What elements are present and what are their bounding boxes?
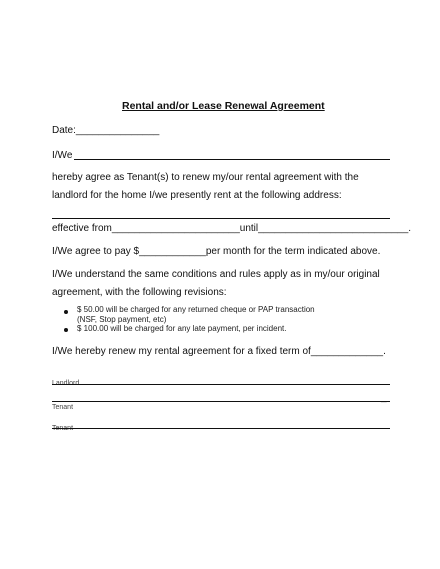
dash-mark: _ (381, 392, 387, 403)
landlord-address-text: landlord for the home I/we presently rent at the following address: (52, 190, 342, 201)
tenant-signature-label-2: Tenant (52, 425, 74, 432)
revision-item-1-line2: (NSF, Stop payment, etc) (77, 315, 167, 324)
address-line[interactable] (52, 218, 390, 219)
revision-item-1-line1: $ 50.00 will be charged for any returned cheque or PAP transaction (77, 305, 315, 314)
tenant-signature-label-1: Tenant (52, 404, 74, 411)
revision-item-2: $ 100.00 will be charged for any late payment, per incident. (77, 324, 287, 333)
effective-dates-field[interactable]: effective from_______________________until___________________________. (52, 223, 412, 234)
date-field[interactable]: Date:_______________ (52, 125, 160, 136)
tenant-signature-line-2[interactable] (52, 428, 390, 429)
bullet-point (64, 310, 68, 314)
tenant-signature-line-1[interactable] (52, 401, 390, 402)
landlord-signature-line[interactable] (52, 384, 390, 385)
rent-amount-field[interactable]: I/We agree to pay $____________per month for the term indicated above. (52, 246, 381, 257)
agree-text: hereby agree as Tenant(s) to renew my/our rental agreement with the (52, 172, 359, 183)
revisions-text: agreement, with the following revisions: (52, 287, 227, 298)
document-title: Rental and/or Lease Renewal Agreement (122, 100, 325, 112)
tenant-name-label: I/We (52, 150, 73, 161)
landlord-signature-label: Landlord (52, 380, 80, 387)
bullet-point (64, 328, 68, 332)
fixed-term-field[interactable]: I/We hereby renew my rental agreement for a fixed term of_____________. (52, 346, 386, 357)
conditions-text: I/We understand the same conditions and rules apply as in my/our original (52, 269, 380, 280)
tenant-name-line[interactable] (74, 159, 390, 160)
